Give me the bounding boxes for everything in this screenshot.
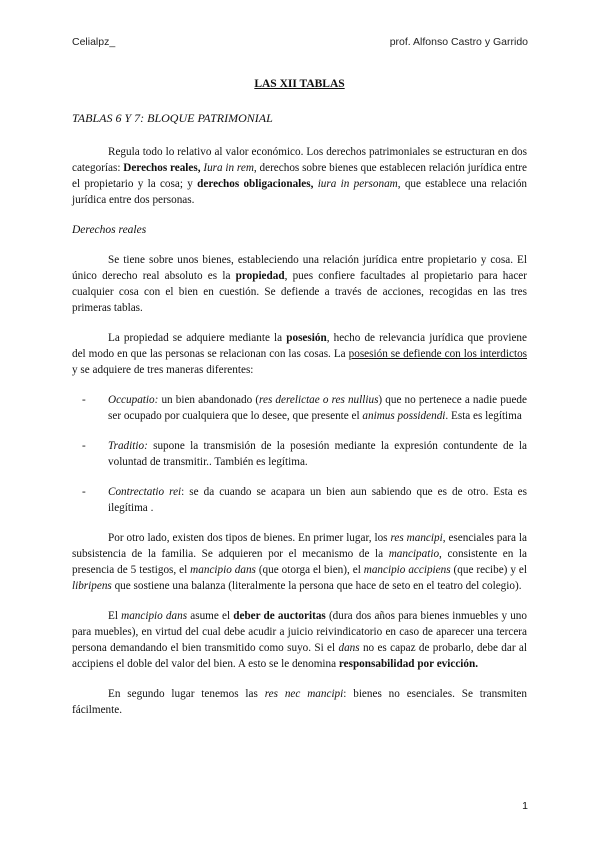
text-italic: res mancipi xyxy=(390,532,443,544)
text-italic: libripens xyxy=(72,580,112,592)
text-bold: propiedad xyxy=(235,270,285,282)
text-italic: dans xyxy=(338,642,360,654)
paragraph-auctoritas xyxy=(72,608,527,672)
paragraph-res-nec-mancipi xyxy=(72,686,527,718)
text-italic: mancipio accipiens xyxy=(363,564,451,576)
text-run: asume el xyxy=(187,610,234,622)
list-dash: - xyxy=(82,486,86,498)
text-italic: Iura in rem xyxy=(203,162,254,174)
paragraph-intro xyxy=(72,144,527,208)
text-italic: Traditio: xyxy=(108,440,148,452)
text-underlined: posesión se defiende con los interdictos xyxy=(348,348,528,360)
text-bold: deber de auctoritas xyxy=(233,610,326,622)
text-run: y se adquiere de tres maneras diferentes: xyxy=(72,364,254,376)
text-italic: res derelictae o res nullius xyxy=(259,394,379,406)
text-bold: derechos obligacionales, xyxy=(197,178,314,190)
list-dash: - xyxy=(82,440,86,452)
text-run: Regula todo lo relativo al valor económico. Los derechos patrimoniales se estructuran en dos categorías: xyxy=(72,146,527,174)
page-number: 1 xyxy=(522,800,528,812)
text-italic: mancipatio xyxy=(388,548,440,560)
text-italic: animus possidendi xyxy=(362,410,446,422)
header-professor: prof. Alfonso Castro y Garrido xyxy=(389,36,528,48)
text-run: , consistente en la presencia de 5 testigos, el xyxy=(72,548,528,576)
text-run: Por otro lado, existen dos tipos de bienes. En primer lugar, los xyxy=(108,532,391,544)
list-dash: - xyxy=(82,394,86,406)
text-italic: mancipio dans xyxy=(121,610,188,622)
text-run: (dura dos años para bienes inmuebles y uno para muebles), en virtud del cual debe acudir a juicio reivindicatorio en caso de aparecer una tercera persona demandando el bien transmitido como suyo. Si el xyxy=(72,610,527,654)
text-run: supone la transmisión de la posesión mediante la expresión contundente de la voluntad de transmitir.. También es legítima. xyxy=(108,440,527,468)
text-run: , pues confiere facultades al propietario para hacer cualquier cosa con el bien en cuestión. Se defiende a través de acciones, recogidas en las tres primeras tablas. xyxy=(72,270,527,314)
list-item-occupatio xyxy=(72,392,527,424)
paragraph-res-mancipi xyxy=(72,530,527,594)
list-item-contrectatio xyxy=(72,484,527,516)
text-run: (que otorga el bien), el xyxy=(255,564,364,576)
text-run: , que establece una relación jurídica entre dos personas. xyxy=(72,178,528,206)
text-italic: Occupatio: xyxy=(108,394,159,406)
text-italic: Contrectatio rei xyxy=(108,486,182,498)
text-run: , derechos sobre bienes que establecen relación jurídica entre el propietario y la cosa; y xyxy=(72,162,527,190)
text-run: ) que no pertenece a nadie puede ser ocupado por cualquiera que lo desee, que presente el xyxy=(108,394,527,422)
text-bold: responsabilidad por evicción. xyxy=(338,658,479,670)
heading-derechos-reales: Derechos reales xyxy=(72,224,147,236)
text-run: : bienes no esenciales. Se transmiten fácilmente. xyxy=(72,688,527,716)
text-run: (que recibe) y el xyxy=(450,564,527,576)
text-run: . Esta es legítima xyxy=(445,410,522,422)
text-run: un bien abandonado ( xyxy=(158,394,260,406)
section-subtitle: TABLAS 6 Y 7: BLOQUE PATRIMONIAL xyxy=(72,111,273,125)
list-item-traditio xyxy=(72,438,527,470)
text-run: , esenciales para la subsistencia de la familia. Se adquieren por el mecanismo de la xyxy=(72,532,528,560)
text-run: no es capaz de probarlo, debe dar al accipiens el doble del valor del bien. A esto se le denomina xyxy=(72,642,527,670)
acquisition-list xyxy=(72,392,527,516)
page-title: LAS XII TABLAS xyxy=(254,78,345,90)
text-italic: mancipio dans xyxy=(190,564,256,576)
paragraph-posesion xyxy=(72,330,527,378)
text-italic: iura in personam xyxy=(317,178,398,190)
document-body xyxy=(72,70,527,732)
text-run: El xyxy=(108,610,122,622)
text-italic: res nec mancipi xyxy=(264,688,344,700)
text-bold: Derechos reales, xyxy=(123,162,201,174)
text-run: , hecho de relevancia jurídica que proviene del modo en que las personas se relacionan con las cosas. La xyxy=(72,332,527,360)
text-run: Se tiene sobre unos bienes, estableciendo una relación jurídica entre propietario y cosa. El único derecho real absoluto es la xyxy=(72,254,527,282)
text-run: : se da cuando se acapara un bien aun sabiendo que es de otro. Esta es ilegítima . xyxy=(108,486,527,514)
text-bold: posesión xyxy=(286,332,327,344)
text-run: La propiedad se adquiere mediante la xyxy=(108,332,287,344)
paragraph-reales xyxy=(72,252,527,316)
text-run: que sostiene una balanza (literalmente la persona que hace de seto en el teatro del colegio). xyxy=(111,580,522,592)
text-run: En segundo lugar tenemos las xyxy=(108,688,265,700)
header-author: Celialpz_ xyxy=(72,36,116,48)
